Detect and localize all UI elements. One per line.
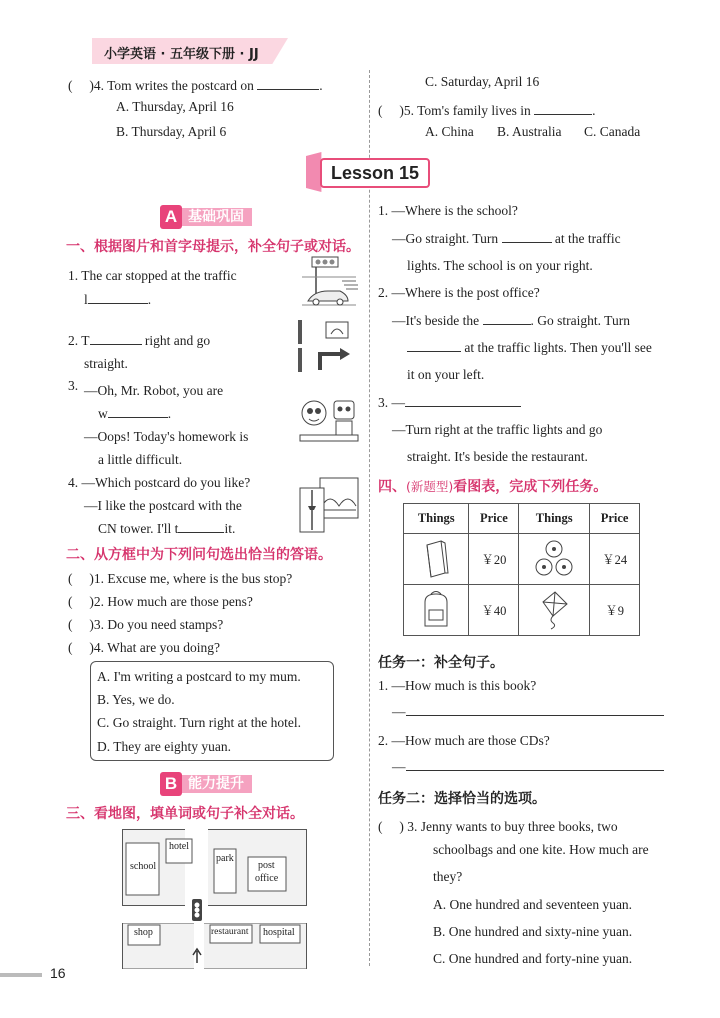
r-d2-line1: 2. —Where is the post office? [378,285,540,300]
prev-q5: ( )5. Tom's family lives in . [378,103,596,118]
section-b-label: 能力提升 [180,775,252,793]
prev-q5-option-b: B. Australia [497,124,562,139]
prev-q4-option-c: C. Saturday, April 16 [425,74,540,89]
cds-icon [534,539,574,579]
map-label-restaurant: restaurant [211,927,249,937]
r-d3-line1: 3. — [378,395,521,411]
part3-heading: 三、看地图，填单词或句子补全对话。 [66,806,304,822]
cds-price: ￥24 [590,534,640,585]
p2-q2: ( )2. How much are those pens? [68,594,253,609]
map-label-shop: shop [134,927,153,938]
schoolbag-icon [419,590,453,630]
table-header-things-2: Things [519,504,590,534]
p1-q4-line2: —I like the postcard with the [84,498,242,513]
section-a-badge [160,205,270,229]
header-title: 小学英语 · 五年级下册 · JJ [104,47,259,62]
r-d2-line4: it on your left. [407,367,485,382]
lesson-title: Lesson 15 [320,158,430,188]
prev-q4-option-b: B. Thursday, April 6 [116,124,227,139]
prev-q5-option-c: C. Canada [584,124,641,139]
book-icon [421,539,451,579]
section-a-label: 基础巩固 [180,208,252,226]
map-label-office: office [255,873,279,884]
table-header-things-1: Things [404,504,469,534]
p1-q4-line3: CN tower. I'll t it. [98,521,236,536]
map-label-hotel: hotel [169,841,189,852]
book-cell [404,534,469,585]
prev-q4: ( )4. Tom writes the postcard on . [68,78,323,93]
p2-q3: ( )3. Do you need stamps? [68,617,224,632]
p1-q3-line4: a little difficult. [98,452,183,467]
table-header-price-1: Price [469,504,519,534]
schoolbag-cell [404,585,469,636]
robot-picture [298,395,360,445]
r-d1-line1: 1. —Where is the school? [378,203,518,218]
task1-title: 任务一：补全句子。 [378,655,504,671]
p2-q1: ( )1. Excuse me, where is the bus stop? [68,571,293,586]
r-d1-line2: —Go straight. Turn at the traffic [392,231,621,246]
part4-heading: 四、(新题型)看图表，完成下列任务。 [378,479,608,495]
schoolbag-price: ￥40 [469,585,519,636]
section-b-badge [160,772,270,796]
t2-option-a: A. One hundred and seventeen yuan. [433,897,633,912]
kite-price: ￥9 [590,585,640,636]
column-divider [369,70,370,966]
part2-heading: 二、从方框中为下列问句选出恰当的答语。 [66,547,332,563]
part1-heading: 一、根据图片和首字母提示，补全句子或对话。 [66,239,360,255]
r-d3-line3: straight. It's beside the restaurant. [407,449,588,464]
r-d3-line2: —Turn right at the traffic lights and go [392,422,603,437]
t1-q1-answer: — [392,704,664,720]
p1-q3-line1: —Oh, Mr. Robot, you are [84,383,224,398]
p1-q2-line2: straight. [84,356,128,371]
cds-cell [519,534,590,585]
p2-q4: ( )4. What are you doing? [68,640,220,655]
t1-q2-answer: — [392,759,664,775]
r-d2-line2: —It's beside the . Go straight. Turn [392,313,630,328]
p1-q4-line1: 4. —Which postcard do you like? [68,475,251,490]
p2-option-b: B. Yes, we do. [97,692,175,707]
p2-option-d: D. They are eighty yuan. [97,739,231,754]
t1-q2: 2. —How much are those CDs? [378,733,550,748]
map-label-post: post [258,860,275,871]
task2-title: 任务二：选择恰当的选项。 [378,791,546,807]
kite-cell [519,585,590,636]
postcard-picture [298,476,360,536]
p1-q3-line3: —Oops! Today's homework is [84,429,249,444]
p1-q2-line1: 2. T right and go [68,333,211,348]
book-price: ￥20 [469,534,519,585]
street-map [122,829,307,969]
map-label-hospital: hospital [263,927,295,938]
traffic-lights-picture [298,255,360,313]
turn-right-picture [298,318,360,374]
map-label-park: park [216,853,234,864]
page-number-bar [0,973,42,977]
p1-q3-num: 3. [68,378,79,393]
p1-q1-line2: l . [84,292,152,307]
map-label-school: school [130,861,157,872]
t2-option-c: C. One hundred and forty-nine yuan. [433,951,633,966]
section-b-letter: B [160,772,182,796]
t2-q3-line2: schoolbags and one kite. How much are [433,842,649,857]
t2-q3-line1: ( ) 3. Jenny wants to buy three books, two [378,819,618,834]
price-table [403,503,640,636]
p1-q3-line2: w . [98,406,172,421]
t2-option-b: B. One hundred and sixty-nine yuan. [433,924,633,939]
page-number: 16 [50,965,66,981]
table-header-price-2: Price [590,504,640,534]
r-d2-line3: at the traffic lights. Then you'll see [407,340,652,356]
p2-option-c: C. Go straight. Turn right at the hotel. [97,715,301,730]
t1-q1: 1. —How much is this book? [378,678,537,693]
section-a-letter: A [160,205,182,229]
t2-q3-line3: they? [433,869,463,884]
p1-q1-line1: 1. The car stopped at the traffic [68,268,237,283]
p2-option-a: A. I'm writing a postcard to my mum. [97,669,301,684]
kite-icon [537,590,571,630]
prev-q4-option-a: A. Thursday, April 16 [116,99,234,114]
lesson-title-block [306,152,430,192]
prev-q5-option-a: A. China [425,124,474,139]
r-d1-line3: lights. The school is on your right. [407,258,593,273]
